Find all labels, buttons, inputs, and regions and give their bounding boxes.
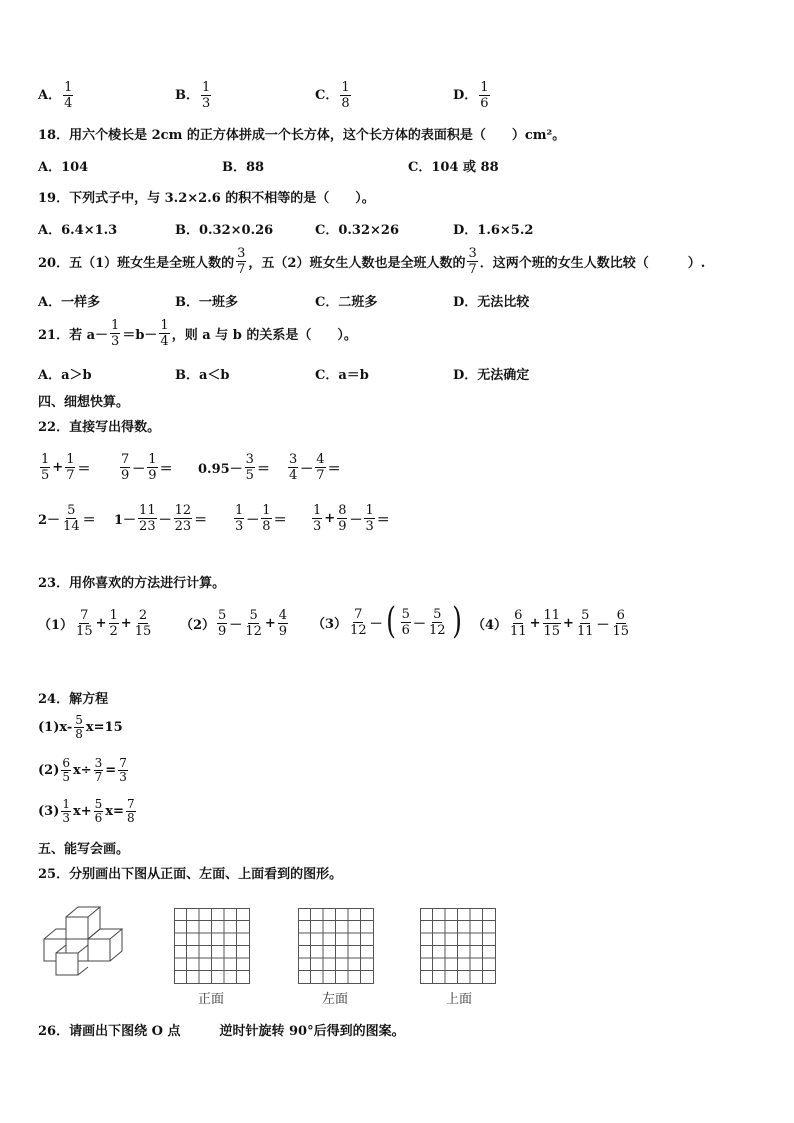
left-view-grid[interactable] [298, 908, 374, 984]
q23-expr-3: （3） $\frac{7}{12}$ － ( $\frac{5}{6}$ － $\frac{5}{12}$ ) [312, 601, 462, 642]
q19-option-c: C．0.32×26 [315, 223, 399, 238]
q19-option-b: B．0.32×0.26 [175, 223, 274, 238]
q23-expr-4: （4） $\frac{6}{11}$ + $\frac{11}{15}$ + $\frac{5}{11}$ － $\frac{6}{15}$ [472, 608, 630, 639]
q22-expr-1: $\frac{1}{5}$ + $\frac{1}{7}$ ＝ [41, 452, 91, 483]
fraction: $\frac{1}{6}$ [480, 80, 489, 111]
fraction: $\frac{1}{4}$ [64, 80, 73, 111]
q22-title: 22．直接写出得数。 [38, 420, 161, 435]
q17-option-a: A． $\frac{1}{4}$ [38, 80, 73, 111]
cube-figure [40, 905, 130, 985]
q19-text: 19．下列式子中，与 3.2×2.6 的积不相等的是（ ）。 [38, 191, 375, 206]
q22-expr-4: $\frac{3}{4}$ － $\frac{4}{7}$ ＝ [289, 452, 341, 483]
q22-expr-7: $\frac{1}{3}$ － $\frac{1}{8}$ ＝ [235, 503, 287, 534]
q19-option-d: D．1.6×5.2 [453, 223, 534, 238]
q22-expr-6: 1－ $\frac{11}{23}$ － $\frac{12}{23}$ ＝ [114, 503, 208, 534]
section-4-title: 四、细想快算。 [38, 395, 130, 410]
fraction: $\frac{1}{8}$ [341, 80, 350, 111]
q18-option-a: A．104 [38, 160, 89, 175]
q20-option-d: D．无法比较 [453, 295, 530, 310]
q23-expr-2: （2） $\frac{5}{9}$ － $\frac{5}{12}$ + $\frac{4}{9}$ [180, 608, 288, 639]
q23-title: 23．用你喜欢的方法进行计算。 [38, 576, 226, 591]
q21-text: 21．若 a－ $\frac{1}{3}$ ＝b－ $\frac{1}{4}$ ，则 a 与 b 的关系是（ ）。 [38, 318, 357, 349]
q20-option-c: C．二班多 [315, 295, 378, 310]
q21-option-a: A．a＞b [38, 368, 92, 383]
front-view-grid[interactable] [174, 908, 250, 984]
q25-title: 25．分别画出下图从正面、左面、上面看到的图形。 [38, 867, 343, 882]
q17-option-d: D． $\frac{1}{6}$ [453, 80, 489, 111]
q22-expr-2: $\frac{7}{9}$ － $\frac{1}{9}$ ＝ [121, 452, 173, 483]
q18-option-c: C．104 或 88 [408, 160, 499, 175]
q20-option-b: B．一班多 [175, 295, 238, 310]
left-view-caption: 左面 [322, 992, 349, 1007]
q21-option-b: B．a＜b [175, 368, 230, 383]
fraction: $\frac{1}{3}$ [202, 80, 211, 111]
section-5-title: 五、能写会画。 [38, 842, 130, 857]
top-view-grid[interactable] [420, 908, 496, 984]
q22-expr-8: $\frac{1}{3}$ + $\frac{8}{9}$ － $\frac{1}{3}$ ＝ [313, 503, 390, 534]
q19-option-a: A．6.4×1.3 [38, 223, 118, 238]
q22-expr-5: 2－ $\frac{5}{14}$ ＝ [38, 503, 96, 534]
q17-option-c: C． $\frac{1}{8}$ [315, 80, 350, 111]
q24-eq-2: (2) $\frac{6}{5}$ x÷ $\frac{3}{7}$ = $\frac{7}{3}$ [38, 756, 127, 784]
q21-option-d: D．无法确定 [453, 368, 530, 383]
top-view-caption: 上面 [446, 992, 473, 1007]
q18-text: 18．用六个棱长是 2cm 的正方体拼成一个长方体，这个长方体的表面积是（ ）cm²。 [38, 128, 566, 143]
q22-expr-3: 0.95－ $\frac{3}{5}$ ＝ [198, 452, 270, 483]
q20-option-a: A．一样多 [38, 295, 101, 310]
q24-eq-1: (1)x- $\frac{5}{8}$ x=15 [38, 713, 123, 741]
q26-text: 26．请画出下图绕 O 点 逆时针旋转 90°后得到的图案。 [38, 1024, 405, 1039]
fraction: $\frac{3}{7}$ [237, 246, 246, 277]
q21-option-c: C．a＝b [315, 368, 369, 383]
q24-eq-3: (3) $\frac{1}{3}$ x+ $\frac{5}{6}$ x= $\frac{7}{8}$ [38, 797, 135, 825]
fraction: $\frac{1}{4}$ [160, 318, 169, 349]
q18-option-b: B．88 [222, 160, 265, 175]
fraction: $\frac{3}{7}$ [468, 246, 477, 277]
q20-text: 20．五（1）班女生是全班人数的 $\frac{3}{7}$ ，五（2）班女生人数也是全班人数的 $\frac{3}{7}$ ．这两个班的女生人数比较（ ）. [38, 246, 706, 277]
q24-title: 24．解方程 [38, 692, 109, 707]
front-view-caption: 正面 [198, 992, 225, 1007]
fraction: $\frac{1}{3}$ [111, 318, 120, 349]
q17-option-b: B． $\frac{1}{3}$ [175, 80, 211, 111]
q23-expr-1: （1） $\frac{7}{15}$ + $\frac{1}{2}$ + $\frac{2}{15}$ [38, 608, 152, 639]
